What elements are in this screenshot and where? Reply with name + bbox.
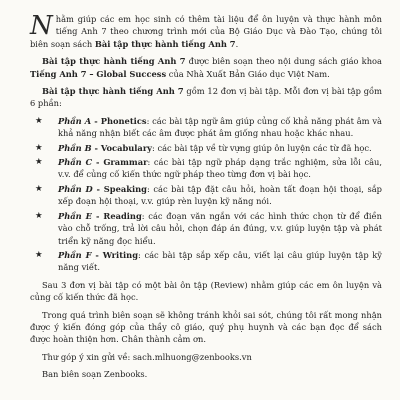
list-item	[30, 249, 382, 274]
contact-paragraph: Thư góp ý xin gửi về: sach.mlhuong@zenbooks.vn	[42, 351, 252, 362]
part-desc: : các bài tập ngữ pháp dạng trắc nghiệm, sửa lỗi câu, v.v. để củng cố kiến thức ngữ pháp theo từng đơn vị bài học.	[58, 157, 383, 180]
feedback-paragraph: Trong quá trình biên soạn sẽ không tránh khỏi sai sót, chúng tôi rất mong nhận được ý kiến đóng góp của thầy cô giáo, quý phụ huynh và các bạn đọc để sách được hoàn thiện hơn. Chân thành cảm ơn.	[30, 309, 382, 345]
part-desc: : các bài tập đặt câu hỏi, hoàn tất đoạn hội thoại, sắp xếp đoạn hội thoại, v.v. giúp rèn luyện kỹ năng nói.	[58, 183, 382, 207]
part-title: - Vocabulary	[91, 142, 153, 153]
book-title: Bài tập thực hành tiếng Anh 7	[94, 38, 236, 49]
star-icon: ★	[35, 210, 43, 221]
part-desc: : các bài tập về từ vựng giúp ôn luyện các từ đã học.	[152, 142, 372, 153]
part-name: Phần F	[58, 249, 92, 260]
book-title: Bài tập thực hành tiếng Anh 7	[42, 56, 186, 67]
list-item	[30, 142, 382, 154]
list-item	[30, 210, 382, 247]
structure-paragraph	[30, 85, 382, 110]
part-title: - Reading	[92, 210, 142, 221]
star-icon: ★	[35, 249, 43, 260]
part-desc: : các đoạn văn ngắn với các hình thức chọn từ để điền vào chỗ trống, trả lời câu hỏi, chọn đáp án đúng, v.v. giúp luyện tập và phát triển kỹ năng đọc hiểu.	[58, 210, 382, 246]
part-name: Phần B	[58, 142, 92, 153]
part-desc: : các bài tập sắp xếp câu, viết lại câu giúp luyện tập kỹ năng viết.	[58, 249, 382, 273]
book-title: Bài tập thực hành tiếng Anh 7	[42, 86, 184, 97]
part-title: - Grammar	[92, 157, 148, 168]
part-name: Phần A	[58, 115, 92, 126]
intro-paragraph	[30, 13, 382, 50]
part-title: - Speaking	[92, 183, 147, 194]
source-text: được biên soạn theo nội dung sách giáo khoa	[185, 56, 382, 67]
list-item	[30, 156, 382, 181]
star-icon: ★	[35, 183, 43, 194]
star-icon: ★	[35, 157, 43, 168]
publisher-text: của Nhà Xuất Bản Giáo dục Việt Nam.	[166, 68, 330, 79]
list-item	[30, 115, 382, 140]
part-name: Phần E	[58, 210, 92, 221]
star-icon: ★	[35, 115, 43, 126]
structure-text: gồm 12 đơn vị bài tập. Mỗi đơn vị bài tập gồm 6 phần:	[30, 86, 382, 109]
part-desc: : các bài tập ngữ âm giúp củng cố khả năng phát âm và khả năng nhận biết các âm được phát âm giống nhau hoặc khác nhau.	[58, 115, 382, 139]
parts-list	[30, 115, 382, 274]
textbook-title: Tiếng Anh 7 – Global Success	[30, 68, 167, 79]
signature-paragraph: Ban biên soạn Zenbooks.	[42, 369, 148, 380]
review-paragraph: Sau 3 đơn vị bài tập có một bài ôn tập (Review) nhằm giúp các em ôn luyện và củng cố kiến thức đã học.	[30, 279, 382, 303]
list-item	[30, 183, 382, 208]
part-title: - Writing	[91, 249, 139, 260]
intro-text-end: .	[235, 38, 239, 49]
drop-cap: N	[30, 11, 53, 41]
star-icon: ★	[35, 142, 43, 153]
part-title: - Phonetics	[91, 115, 147, 126]
part-name: Phần D	[58, 183, 93, 194]
part-name: Phần C	[58, 157, 93, 168]
source-paragraph	[30, 55, 382, 80]
intro-text: hằm giúp các em học sinh có thêm tài liệu để ôn luyện và thực hành môn tiếng Anh 7 theo chương trình mới của Bộ Giáo Dục và Đào Tạo, chúng tôi biên soạn sách	[30, 14, 382, 49]
